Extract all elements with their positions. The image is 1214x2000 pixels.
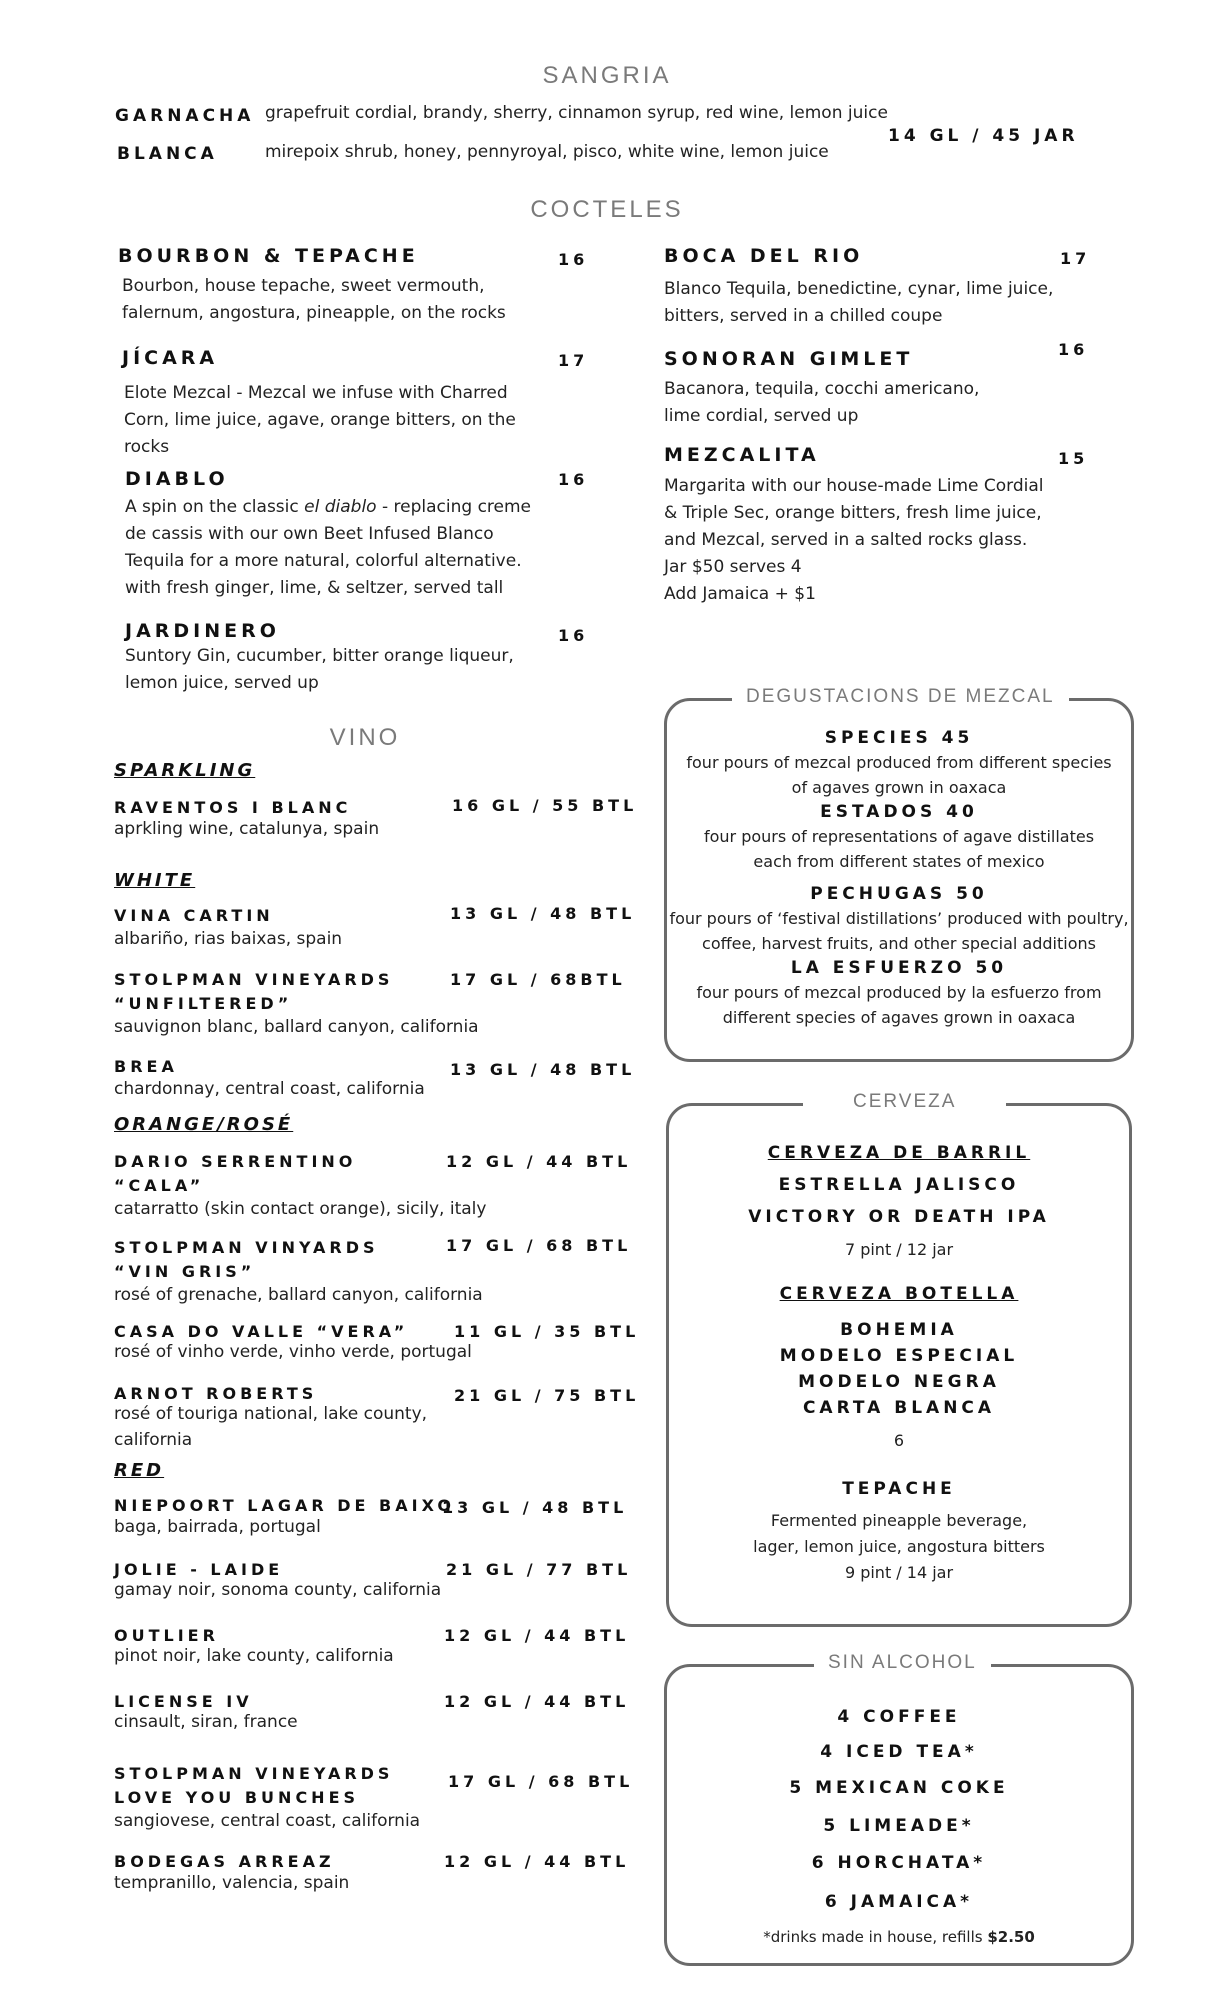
- wine-price: 17 GL / 68 BTL: [448, 1772, 634, 1791]
- mezcal-item-desc: four pours of representations of agave distillates: [703, 827, 1095, 846]
- wine-price: 21 GL / 75 BTL: [454, 1386, 640, 1405]
- wine-desc: tempranillo, valencia, spain: [114, 1873, 350, 1893]
- mezcal-item-desc: coffee, harvest fruits, and other special additions: [702, 934, 1096, 953]
- sangria-price: 14 GL / 45 JAR: [888, 126, 1079, 146]
- sangria-item-desc: grapefruit cordial, brandy, sherry, cinnamon syrup, red wine, lemon juice: [265, 103, 888, 123]
- tepache-desc: lager, lemon juice, angostura bitters: [753, 1537, 1045, 1556]
- wine-desc: aprkling wine, catalunya, spain: [114, 819, 380, 839]
- wine-desc: cinsault, siran, france: [114, 1712, 298, 1732]
- beer-price: 7 pint / 12 jar: [844, 1240, 954, 1259]
- wine-name: LICENSE IV: [114, 1692, 253, 1711]
- drink-item: 4 ICED TEA*: [820, 1742, 978, 1762]
- wine-name: ARNOT ROBERTS: [114, 1384, 318, 1403]
- wine-desc: chardonnay, central coast, california: [114, 1079, 425, 1099]
- wine-section-heading: WHITE: [114, 870, 196, 891]
- wine-name: BODEGAS ARREAZ: [114, 1852, 335, 1871]
- mezcal-item-desc: of agaves grown in oaxaca: [791, 778, 1007, 797]
- mezcal-item-desc: different species of agaves grown in oaxaca: [722, 1008, 1076, 1027]
- cocktail-price: 15: [1058, 449, 1089, 468]
- cerveza-title: CERVEZA: [803, 1091, 1006, 1113]
- cocktail-name: JÍCARA: [122, 347, 219, 369]
- wine-price: 17 GL / 68BTL: [450, 970, 626, 989]
- mezcal-item-desc: four pours of mezcal produced from different species: [686, 753, 1112, 772]
- wine-desc: gamay noir, sonoma county, california: [114, 1580, 442, 1600]
- wine-price: 13 GL / 48 BTL: [450, 904, 636, 923]
- wine-desc: pinot noir, lake county, california: [114, 1646, 394, 1666]
- wine-price: 13 GL / 48 BTL: [442, 1498, 628, 1517]
- cocktail-name: DIABLO: [125, 468, 229, 490]
- wine-price: 13 GL / 48 BTL: [450, 1060, 636, 1079]
- mezcal-title: DEGUSTACIONS DE MEZCAL: [732, 686, 1069, 708]
- wine-name: STOLPMAN VINEYARDS: [114, 1764, 394, 1783]
- wine-price: 12 GL / 44 BTL: [444, 1692, 630, 1711]
- cocktail-name: MEZCALITA: [664, 444, 820, 466]
- cocktail-desc: Margarita with our house-made Lime Cordial & Triple Sec, orange bitters, fresh lime juice, and Mezcal, served in a salted rocks glass. Jar $50 serves 4 Add Jamaica + $1: [664, 476, 1044, 604]
- wine-desc: baga, bairrada, portugal: [114, 1517, 321, 1537]
- wine-desc: sangiovese, central coast, california: [114, 1811, 421, 1831]
- cocktail-price: 16: [558, 470, 589, 489]
- cocktail-name: BOCA DEL RIO: [664, 245, 864, 267]
- wine-name: NIEPOORT LAGAR DE BAIXO: [114, 1496, 455, 1515]
- wine-name: STOLPMAN VINYARDS: [114, 1238, 379, 1257]
- cocktail-price: 16: [558, 250, 589, 269]
- wine-price: 12 GL / 44 BTL: [444, 1626, 630, 1645]
- wine-name: RAVENTOS I BLANC: [114, 798, 352, 817]
- cocktail-price: 17: [1060, 249, 1091, 268]
- wine-name: CASA DO VALLE “VERA”: [114, 1322, 409, 1341]
- tepache-name: TEPACHE: [842, 1479, 956, 1499]
- cocktail-desc: Blanco Tequila, benedictine, cynar, lime juice, bitters, served in a chilled coupe: [664, 279, 1054, 326]
- mezcal-item-desc: four pours of ‘festival distillations’ produced with poultry,: [669, 909, 1129, 928]
- cocktail-desc: A spin on the classic el diablo - replacing creme de cassis with our own Beet Infused Blanco Tequila for a more natural, colorful alternative. with fresh ginger, lime, & seltzer, served tall: [125, 497, 532, 598]
- wine-name: VINA CARTIN: [114, 906, 274, 925]
- cocktail-price: 16: [558, 626, 589, 645]
- wine-name: JOLIE - LAIDE: [114, 1560, 284, 1579]
- tepache-desc: Fermented pineapple beverage,: [770, 1511, 1028, 1530]
- cocktail-name: BOURBON & TEPACHE: [118, 245, 419, 267]
- cerveza-barril-heading: CERVEZA DE BARRIL: [767, 1143, 1031, 1163]
- mezcal-item-name: PECHUGAS 50: [810, 884, 988, 904]
- cerveza-list: [666, 1140, 1132, 1586]
- wine-desc: sauvignon blanc, ballard canyon, california: [114, 1017, 479, 1037]
- sin-alcohol-note: *drinks made in house, refills $2.50: [763, 1928, 1035, 1946]
- sangria-item-name: BLANCA: [117, 144, 218, 164]
- mezcal-item-desc: each from different states of mexico: [753, 852, 1045, 871]
- wine-name: OUTLIER: [114, 1626, 219, 1645]
- wine-name-line2: LOVE YOU BUNCHES: [114, 1788, 360, 1807]
- cocktail-name: JARDINERO: [125, 620, 280, 642]
- mezcal-item-name: LA ESFUERZO 50: [790, 958, 1008, 978]
- beer-name: MODELO ESPECIAL: [779, 1346, 1019, 1366]
- wine-name-line2: “UNFILTERED”: [114, 994, 293, 1013]
- beer-name: MODELO NEGRA: [798, 1372, 1000, 1392]
- beer-name: ESTRELLA JALISCO: [778, 1175, 1020, 1195]
- wine-price: 12 GL / 44 BTL: [446, 1152, 632, 1171]
- sin-alcohol-title: SIN ALCOHOL: [814, 1652, 991, 1674]
- wine-section-heading: SPARKLING: [114, 760, 256, 781]
- mezcal-item-desc: four pours of mezcal produced by la esfuerzo from: [696, 983, 1102, 1002]
- cocktail-desc: Bacanora, tequila, cocchi americano, lime cordial, served up: [664, 379, 980, 426]
- drink-item: 5 LIMEADE*: [823, 1816, 975, 1836]
- wine-name: BREA: [114, 1057, 178, 1076]
- wine-desc: albariño, rias baixas, spain: [114, 929, 343, 949]
- drink-item: 4 COFFEE: [837, 1707, 961, 1727]
- drink-item: 5 MEXICAN COKE: [789, 1778, 1009, 1798]
- beer-name: BOHEMIA: [840, 1320, 958, 1340]
- beer-price: 6: [893, 1431, 905, 1450]
- cocktail-price: 16: [1058, 340, 1089, 359]
- mezcal-item-name: SPECIES 45: [824, 728, 974, 748]
- wine-desc: rosé of grenache, ballard canyon, california: [114, 1285, 483, 1305]
- wine-desc: rosé of touriga national, lake county, california: [114, 1404, 428, 1450]
- wine-section-heading: RED: [114, 1460, 165, 1481]
- drink-item: 6 HORCHATA*: [811, 1853, 987, 1873]
- wine-name-line2: “CALA”: [114, 1176, 205, 1195]
- wine-price: 17 GL / 68 BTL: [446, 1236, 632, 1255]
- cocktail-desc: Elote Mezcal - Mezcal we infuse with Charred Corn, lime juice, agave, orange bitters, on the rocks: [124, 383, 516, 457]
- wine-desc: rosé of vinho verde, vinho verde, portugal: [114, 1342, 472, 1362]
- wine-desc: catarratto (skin contact orange), sicily, italy: [114, 1199, 487, 1219]
- cocktail-desc: Bourbon, house tepache, sweet vermouth, falernum, angostura, pineapple, on the rocks: [122, 276, 506, 323]
- wine-section-heading: ORANGE/ROSÉ: [114, 1114, 294, 1135]
- beer-name: CARTA BLANCA: [802, 1398, 996, 1418]
- cocktail-price: 17: [558, 351, 589, 370]
- tepache-price: 9 pint / 14 jar: [844, 1563, 954, 1582]
- vino-title: VINO: [329, 724, 401, 751]
- wine-price: 16 GL / 55 BTL: [452, 796, 638, 815]
- wine-price: 21 GL / 77 BTL: [446, 1560, 632, 1579]
- cerveza-botella-heading: CERVEZA BOTELLA: [779, 1284, 1019, 1304]
- mezcal-list: [664, 726, 1134, 1030]
- drink-item: 6 JAMAICA*: [824, 1892, 974, 1912]
- cocktail-desc: Suntory Gin, cucumber, bitter orange liqueur, lemon juice, served up: [125, 646, 514, 693]
- wine-price: 12 GL / 44 BTL: [444, 1852, 630, 1871]
- cocteles-title: COCTELES: [530, 196, 684, 223]
- sangria-item-desc: mirepoix shrub, honey, pennyroyal, pisco, white wine, lemon juice: [265, 142, 829, 162]
- mezcal-item-name: ESTADOS 40: [820, 802, 978, 822]
- sangria-item-name: GARNACHA: [115, 106, 255, 126]
- wine-name: DARIO SERRENTINO: [114, 1152, 357, 1171]
- beer-name: VICTORY OR DEATH IPA: [748, 1207, 1050, 1227]
- wine-name: STOLPMAN VINEYARDS: [114, 970, 394, 989]
- sin-alcohol-list: [664, 1700, 1134, 1952]
- cocktail-name: SONORAN GIMLET: [664, 348, 914, 370]
- sangria-title: SANGRIA: [542, 62, 672, 89]
- wine-price: 11 GL / 35 BTL: [454, 1322, 640, 1341]
- wine-name-line2: “VIN GRIS”: [114, 1262, 256, 1281]
